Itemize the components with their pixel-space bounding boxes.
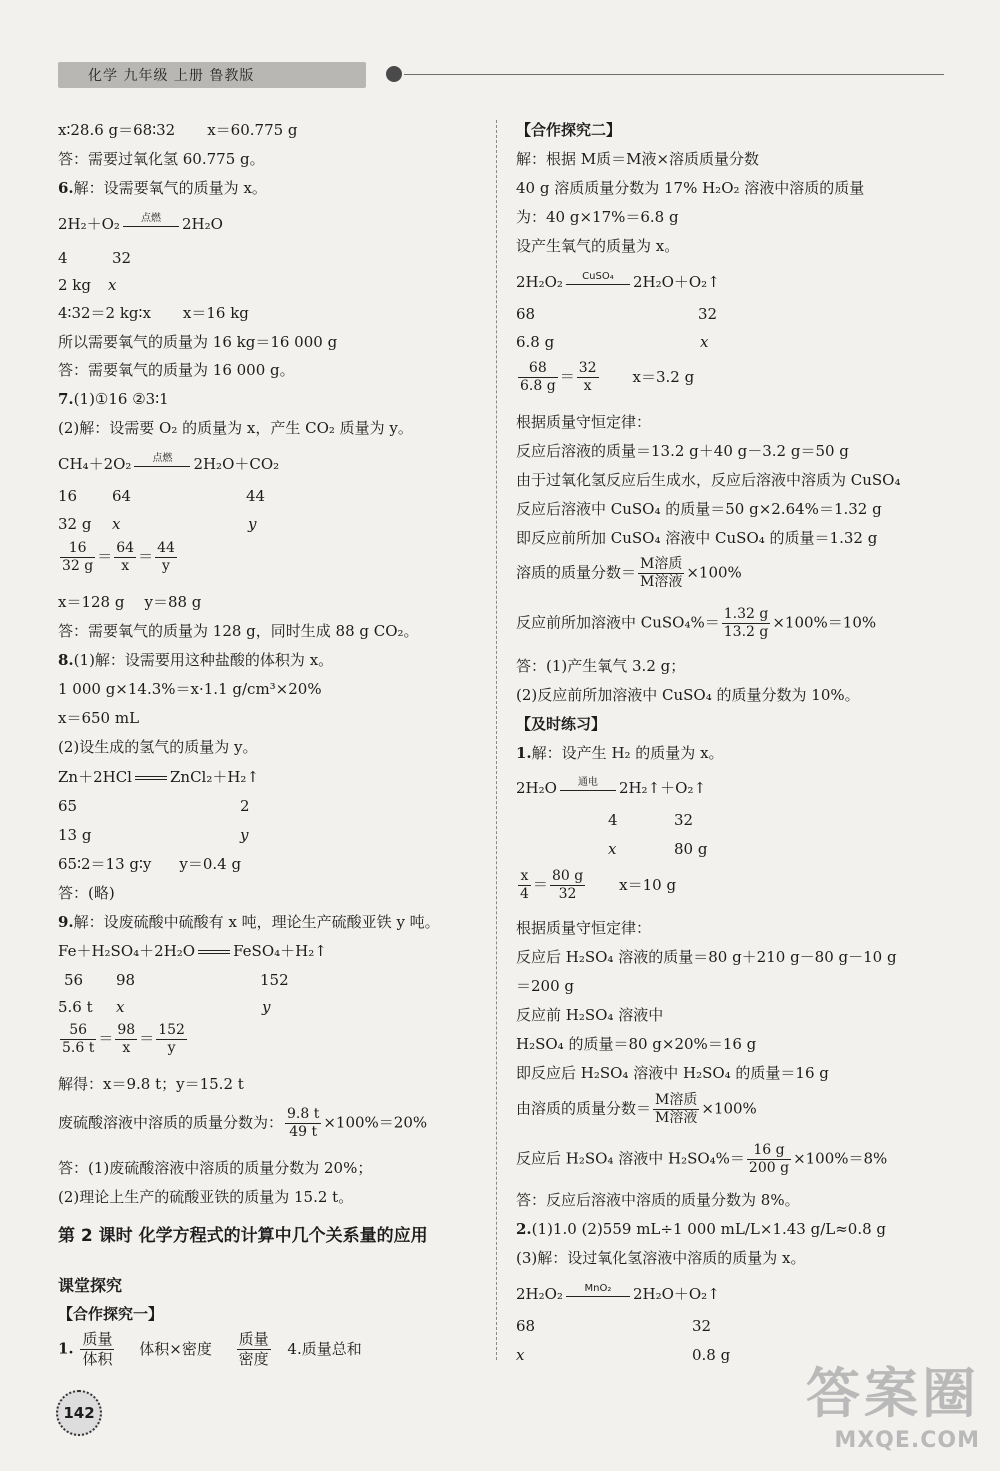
watermark-url: MXQE.COM xyxy=(834,1428,980,1453)
equals-bar xyxy=(135,776,167,780)
text-line: 解：根据 M质＝M液×溶质质量分数 xyxy=(516,150,760,168)
section-heading: 【及时练习】 xyxy=(516,715,607,733)
fraction-line: 废硫酸溶液中溶质的质量分数为： $\frac{9.8 t}{49 t}$ ×100%＝20% xyxy=(58,1106,428,1140)
header-rule xyxy=(404,74,944,75)
reaction-arrow: MnO₂ xyxy=(566,1285,630,1305)
text-line: (2)反应前所加溶液中 CuSO₄ 的质量分数为 10%。 xyxy=(516,686,860,704)
text-line: H₂SO₄ 的质量＝80 g×20%＝16 g xyxy=(516,1035,757,1053)
lesson-title: 第 2 课时 化学方程式的计算中几个关系量的应用 xyxy=(58,1226,428,1246)
practice-1: 1.解：设产生 H₂ 的质量为 x。 xyxy=(516,744,724,762)
section-heading: 【合作探究一】 xyxy=(58,1305,164,1323)
given-row: x 0.8 g xyxy=(516,1346,731,1364)
equation: 2H₂O 通电 2H₂↑＋O₂↑ xyxy=(516,777,707,797)
text-line: 即反应前所加 CuSO₄ 溶液中 CuSO₄ 的质量＝1.32 g xyxy=(516,529,878,547)
text-line: 所以需要氧气的质量为 16 kg＝16 000 g xyxy=(58,333,338,351)
mass-row: 16 64 44 xyxy=(58,487,266,505)
text-line: 40 g 溶质质量分数为 17% H₂O₂ 溶液中溶质的质量 xyxy=(516,179,865,197)
text-line: 根据质量守恒定律： xyxy=(516,919,652,937)
proportion: $\frac{56}{5.6 t}$ ＝ $\frac{98}{x}$ ＝ $\frac{152}{y}$ xyxy=(62,1022,185,1056)
text-line: x∶28.6 g＝68∶32 x＝60.775 g xyxy=(58,121,298,139)
watermark-logo: 答案圈 xyxy=(806,1362,980,1425)
text-line: 反应后 H₂SO₄ 溶液的质量＝80 g＋210 g－80 g－10 g xyxy=(516,948,897,966)
text-line: x＝650 mL xyxy=(58,709,140,727)
text-line: 反应后溶液中 CuSO₄ 的质量＝50 g×2.64%＝1.32 g xyxy=(516,500,882,518)
fraction-line: 反应前所加溶液中 CuSO₄%＝ $\frac{1.32 g}{13.2 g}$ ×100%＝10% xyxy=(516,606,877,640)
answer-1: 1. $\frac{\text{质量}}{\text{体积}}$ 体积×密度 $\frac{\text{质量}}{\text{密度}}$ 4.质量总和 xyxy=(58,1330,362,1368)
question-6: 6.解：设需要氧气的质量为 x。 xyxy=(58,179,267,197)
question-8: 8.(1)解：设需要用这种盐酸的体积为 x。 xyxy=(58,651,334,669)
mass-row: 68 32 xyxy=(516,305,718,323)
text-line: 反应前 H₂SO₄ 溶液中 xyxy=(516,1006,664,1024)
result: 解得：x＝9.8 t；y＝15.2 t xyxy=(58,1075,244,1093)
question-9: 9.解：设废硫酸中硫酸有 x 吨，理论生产硫酸亚铁 y 吨。 xyxy=(58,913,440,931)
proportion: $\frac{68}{6.8 g}$ ＝ $\frac{32}{x}$ x＝3.2 g xyxy=(520,360,695,394)
header-title: 化学 九年级 上册 鲁教版 xyxy=(88,68,255,84)
text-line: 根据质量守恒定律： xyxy=(516,413,652,431)
proportion: $\frac{x}{4}$ ＝ $\frac{80 g}{32}$ x＝10 g xyxy=(520,868,677,902)
page-number: 142 xyxy=(56,1390,102,1436)
text-line: 答：需要氧气的质量为 128 g，同时生成 88 g CO₂。 xyxy=(58,622,419,640)
equation: CH₄＋2O₂ 点燃 2H₂O＋CO₂ xyxy=(58,453,280,473)
mass-row: 56 98 152 xyxy=(64,971,289,989)
equation: Fe＋H₂SO₄＋2H₂O FeSO₄＋H₂↑ xyxy=(58,942,327,960)
fraction-line: 由溶质的质量分数＝ $\frac{\text{M溶质}}{\text{M溶液}}$ ×100% xyxy=(516,1092,757,1126)
equals-bar xyxy=(198,950,230,954)
fraction-line: 反应后 H₂SO₄ 溶液中 H₂SO₄%＝ $\frac{16 g}{200 g}$ ×100%＝8% xyxy=(516,1142,888,1176)
text-line: (2)解：设需要 O₂ 的质量为 x，产生 CO₂ 质量为 y。 xyxy=(58,419,413,437)
text-line: 答：(略) xyxy=(58,884,115,902)
equation: 2H₂＋O₂ 点燃 2H₂O xyxy=(58,213,223,233)
reaction-arrow: 点燃 xyxy=(134,455,190,475)
equation: Zn＋2HCl ZnCl₂＋H₂↑ xyxy=(58,768,260,786)
column-divider xyxy=(496,120,497,1360)
text-line: (2)理论上生产的硫酸亚铁的质量为 15.2 t。 xyxy=(58,1188,354,1206)
text-line: 1 000 g×14.3%＝x·1.1 g/cm³×20% xyxy=(58,680,322,698)
text-line: ＝200 g xyxy=(516,977,575,995)
given-row: 32 g x y xyxy=(58,515,257,533)
section-heading: 课堂探究 xyxy=(58,1276,123,1295)
mass-row: 68 32 xyxy=(516,1317,712,1335)
fraction-line: 溶质的质量分数＝ $\frac{\text{M溶质}}{\text{M溶液}}$ ×100% xyxy=(516,556,742,590)
header-bar xyxy=(58,62,366,88)
reaction-arrow: 通电 xyxy=(560,779,616,799)
proportion: $\frac{16}{32 g}$ ＝ $\frac{64}{x}$ ＝ $\frac{44}{y}$ xyxy=(62,540,175,574)
mass-row: 4 32 xyxy=(58,249,132,267)
practice-2: 2.(1)1.0 (2)559 mL÷1 000 mL/L×1.43 g/L≈0.8 g xyxy=(516,1220,886,1238)
result: x＝128 g y＝88 g xyxy=(58,593,202,611)
text-line: 为：40 g×17%＝6.8 g xyxy=(516,208,679,226)
reaction-arrow: CuSO₄ xyxy=(566,273,630,293)
given-row: 5.6 t x y xyxy=(58,998,271,1016)
text-line: 反应后溶液的质量＝13.2 g＋40 g－3.2 g＝50 g xyxy=(516,442,849,460)
equation: 2H₂O₂ MnO₂ 2H₂O＋O₂↑ xyxy=(516,1283,720,1303)
section-heading: 【合作探究二】 xyxy=(516,121,622,139)
reaction-arrow: 点燃 xyxy=(123,215,179,235)
text-line: 设产生氧气的质量为 x。 xyxy=(516,237,680,255)
text-line: (2)设生成的氢气的质量为 y。 xyxy=(58,738,258,756)
given-row: 2 kg x xyxy=(58,276,117,294)
text-line: (3)解：设过氧化氢溶液中溶质的质量为 x。 xyxy=(516,1249,806,1267)
header-dot xyxy=(386,66,402,82)
mass-row: 65 2 xyxy=(58,797,250,815)
given-row: 6.8 g x xyxy=(516,333,709,351)
given-row: 13 g y xyxy=(58,826,249,844)
text-line: 答：反应后溶液中溶质的质量分数为 8%。 xyxy=(516,1191,800,1209)
watermark xyxy=(806,1351,980,1453)
text-line: 由于过氧化氢反应后生成水，反应后溶液中溶质为 CuSO₄ xyxy=(516,471,901,489)
equation: 2H₂O₂ CuSO₄ 2H₂O＋O₂↑ xyxy=(516,271,720,291)
question-7: 7.(1)①16 ②3∶1 xyxy=(58,390,169,408)
text-line: 答：需要过氧化氢 60.775 g。 xyxy=(58,150,265,168)
text-line: 答：需要氧气的质量为 16 000 g。 xyxy=(58,361,295,379)
text-line: 答：(1)废硫酸溶液中溶质的质量分数为 20%； xyxy=(58,1159,373,1177)
text-line: 即反应后 H₂SO₄ 溶液中 H₂SO₄ 的质量＝16 g xyxy=(516,1064,829,1082)
text-line: 答：(1)产生氧气 3.2 g； xyxy=(516,657,686,675)
proportion: 65∶2＝13 g∶y y＝0.4 g xyxy=(58,855,242,873)
proportion: 4∶32＝2 kg∶x x＝16 kg xyxy=(58,304,249,322)
